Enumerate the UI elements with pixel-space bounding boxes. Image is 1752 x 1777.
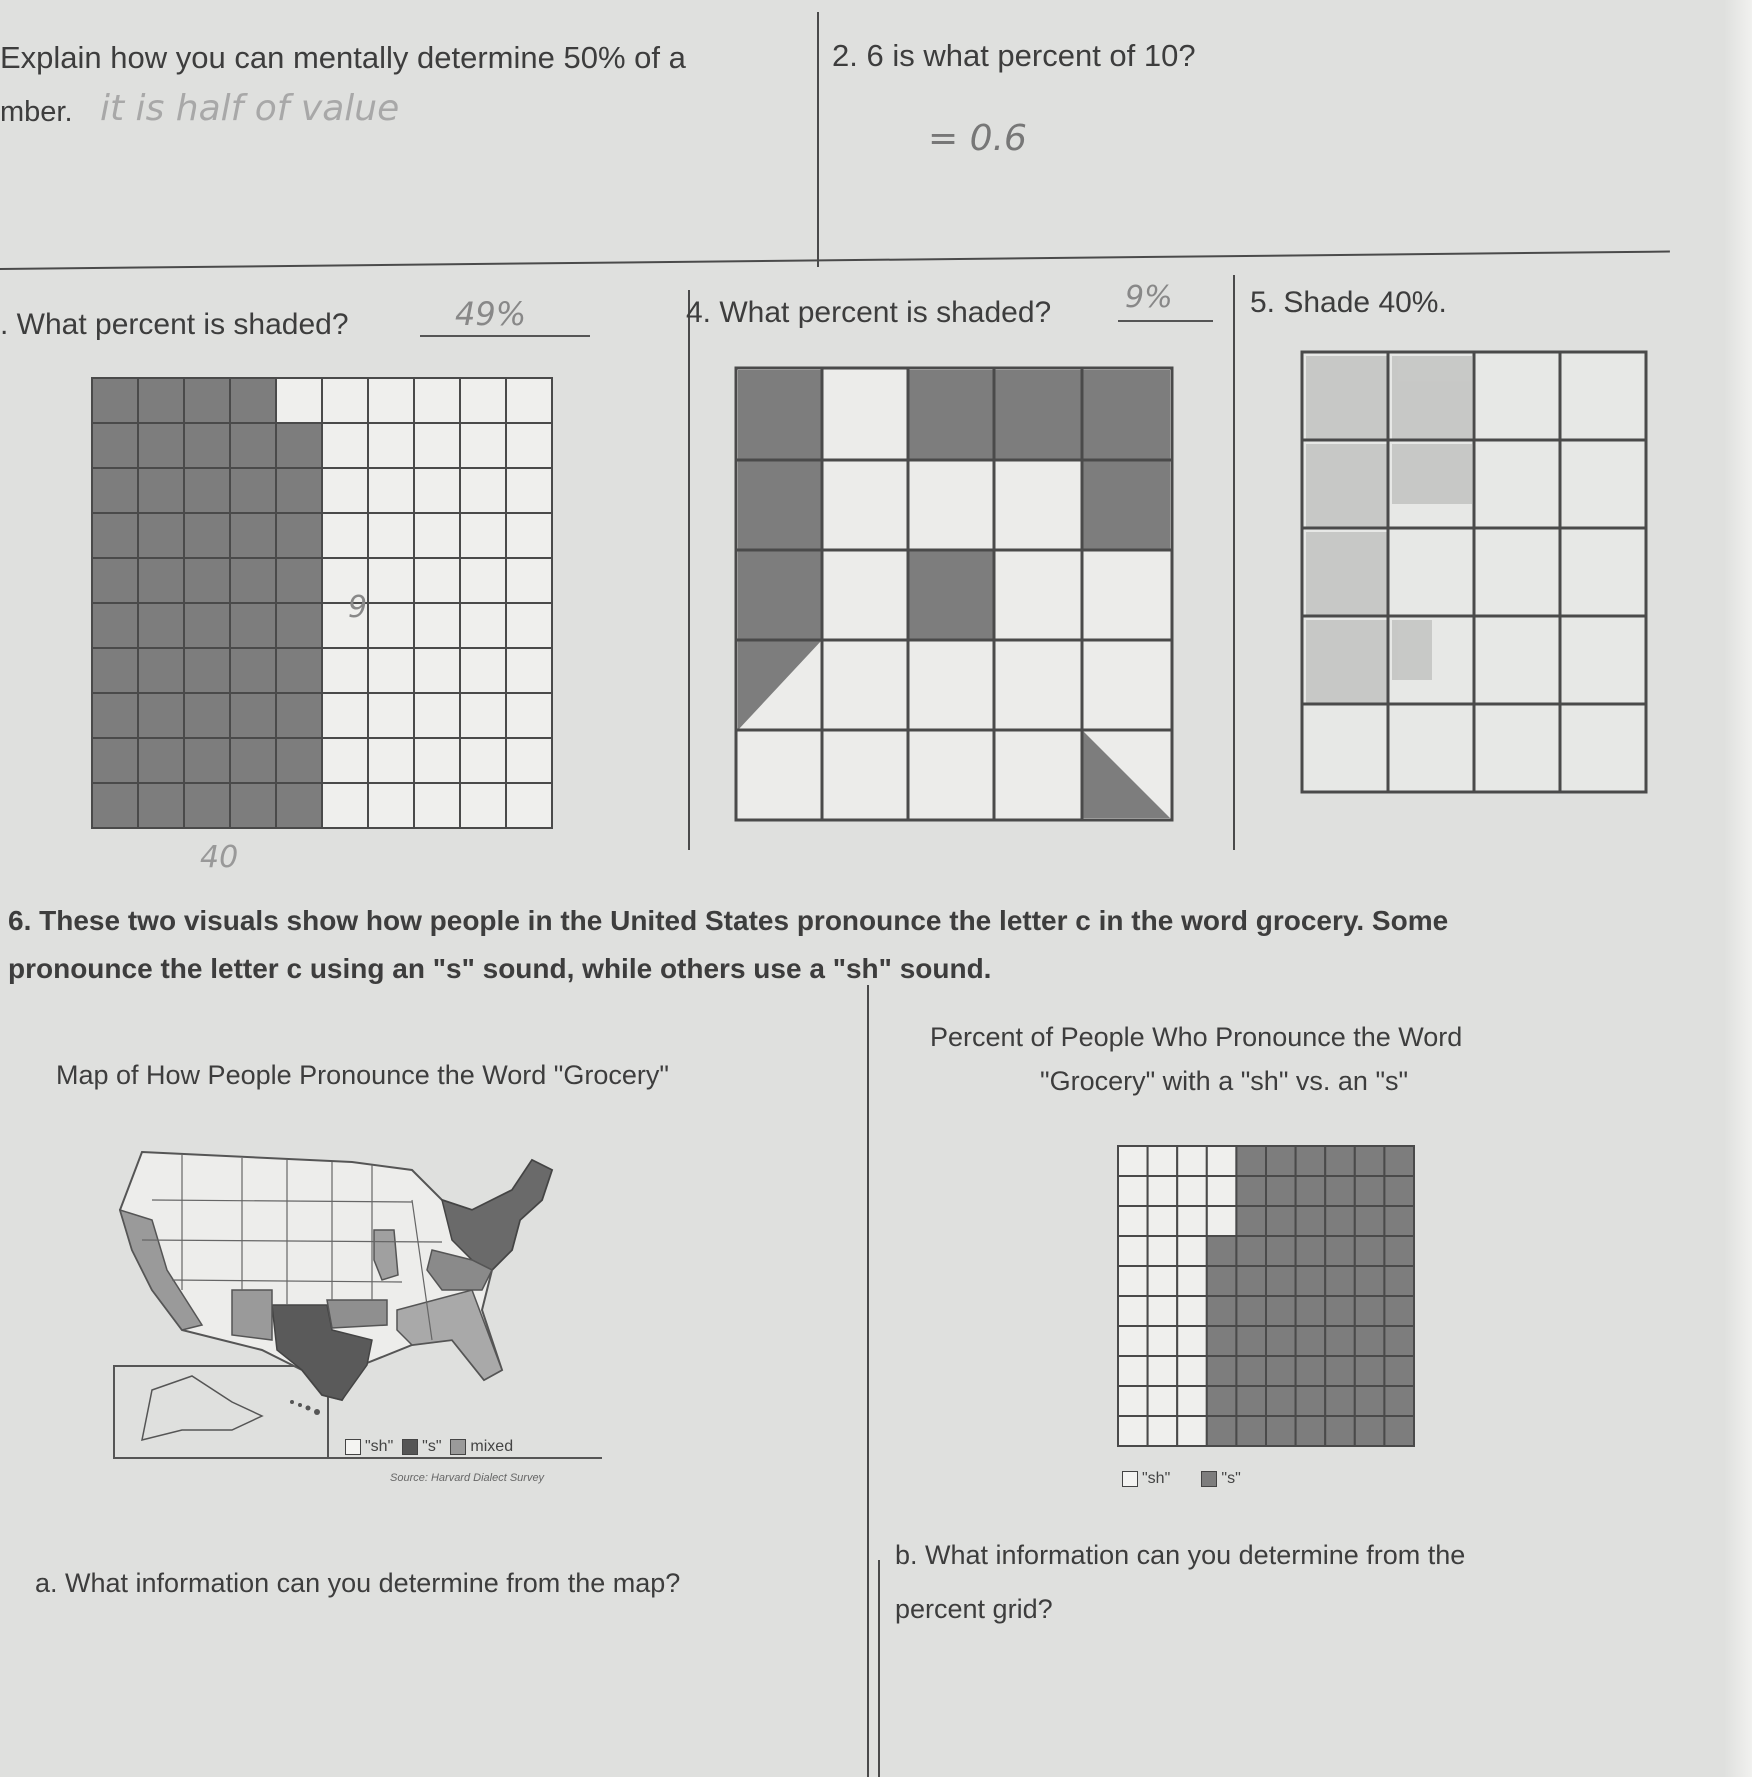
grid-cell — [230, 558, 276, 603]
grid-cell — [1384, 1416, 1414, 1446]
grid-cell — [460, 693, 506, 738]
grid-cell — [1296, 1206, 1326, 1236]
grid-cell — [1266, 1296, 1296, 1326]
grid-cell — [1177, 1236, 1207, 1266]
grid-cell — [138, 423, 184, 468]
grid-cell — [1148, 1266, 1178, 1296]
grid-cell — [1325, 1416, 1355, 1446]
divider-map-grid — [867, 985, 869, 1777]
grid-cell — [1355, 1146, 1385, 1176]
map-legend-sh: "sh" — [365, 1438, 394, 1455]
grid-cell — [322, 513, 368, 558]
grid-cell — [1207, 1176, 1237, 1206]
grid-cell — [1118, 1416, 1148, 1446]
grid-cell — [1325, 1386, 1355, 1416]
q5-prompt: 5. Shade 40%. — [1250, 286, 1447, 319]
grid-cell — [506, 603, 552, 648]
grid-cell — [1236, 1356, 1266, 1386]
grid-cell — [138, 378, 184, 423]
grid-cell — [1355, 1266, 1385, 1296]
q4-answer-blank — [1118, 320, 1213, 322]
grid-cell — [1296, 1356, 1326, 1386]
grid-cell — [1384, 1326, 1414, 1356]
grid-cell — [184, 693, 230, 738]
grid-cell — [230, 648, 276, 693]
grid-cell — [1177, 1326, 1207, 1356]
grid-cell — [138, 648, 184, 693]
map-title: Map of How People Pronounce the Word "Grocery" — [56, 1060, 669, 1090]
grid-cell — [1296, 1236, 1326, 1266]
grid-cell — [276, 783, 322, 828]
q3-handwritten-answer: 49% — [455, 295, 527, 333]
pg-legend-swatch-sh — [1122, 1471, 1138, 1487]
grid-cell — [1355, 1176, 1385, 1206]
grid-cell — [1207, 1386, 1237, 1416]
grid-cell — [92, 738, 138, 783]
grid-cell — [1148, 1236, 1178, 1266]
grid-cell — [460, 513, 506, 558]
percent-grid-title-line1: Percent of People Who Pronounce the Word — [930, 1022, 1463, 1052]
grid-cell — [1118, 1206, 1148, 1236]
grid-cell — [1118, 1266, 1148, 1296]
grid-cell — [92, 783, 138, 828]
grid-cell — [460, 378, 506, 423]
grid-cell — [1118, 1296, 1148, 1326]
grid-cell — [1355, 1296, 1385, 1326]
q1-handwritten-answer: it is half of value — [100, 88, 400, 129]
grid-cell — [1384, 1356, 1414, 1386]
q6-prompt-line2: pronounce the letter c using an "s" sound, while others use a "sh" sound. — [8, 953, 992, 984]
grid-cell — [1236, 1146, 1266, 1176]
grid-cell — [184, 738, 230, 783]
grid-cell — [368, 558, 414, 603]
grid-cell — [1118, 1176, 1148, 1206]
grid-cell — [1325, 1356, 1355, 1386]
grid-cell — [1236, 1176, 1266, 1206]
grid-cell — [184, 513, 230, 558]
grid-cell — [1266, 1416, 1296, 1446]
grid-cell — [1384, 1386, 1414, 1416]
grid-cell — [138, 738, 184, 783]
grid-cell — [322, 648, 368, 693]
grid-cell — [230, 423, 276, 468]
grid-cell — [184, 783, 230, 828]
grid-cell — [1296, 1266, 1326, 1296]
grid-cell — [1118, 1236, 1148, 1266]
grid-cell — [1148, 1146, 1178, 1176]
grid-cell — [230, 378, 276, 423]
grid-cell — [368, 783, 414, 828]
map-legend — [345, 1438, 513, 1456]
grid-cell — [230, 693, 276, 738]
grid-cell — [1384, 1206, 1414, 1236]
qb-prompt-line1: b. What information can you determine from the — [895, 1540, 1466, 1570]
grid-cell — [1355, 1416, 1385, 1446]
grid-cell — [1384, 1296, 1414, 1326]
q5-grid — [1302, 352, 1646, 792]
grid-cell — [184, 378, 230, 423]
grid-cell — [1296, 1146, 1326, 1176]
grid-cell — [414, 423, 460, 468]
grid-cell — [460, 603, 506, 648]
q4-grid — [736, 368, 1172, 820]
q3-prompt: . What percent is shaded? — [0, 308, 349, 341]
top-divider-vertical — [817, 12, 819, 267]
grid-cell — [1384, 1176, 1414, 1206]
pg-legend-sh: "sh" — [1142, 1470, 1171, 1487]
q3-note-forty: 40 — [200, 840, 239, 875]
q1-prompt-line1: Explain how you can mentally determine 50% of a — [0, 40, 686, 75]
grid-cell — [92, 468, 138, 513]
q2-handwritten-answer: = 0.6 — [928, 118, 1027, 159]
grid-cell — [322, 738, 368, 783]
grid-cell — [1296, 1326, 1326, 1356]
grid-cell — [1266, 1356, 1296, 1386]
grid-cell — [1325, 1206, 1355, 1236]
grid-cell — [506, 513, 552, 558]
grid-cell — [368, 648, 414, 693]
grid-cell — [276, 558, 322, 603]
grid-cell — [1148, 1326, 1178, 1356]
grid-cell — [1177, 1416, 1207, 1446]
grid-cell — [1266, 1176, 1296, 1206]
grid-cell — [184, 648, 230, 693]
grid-cell — [92, 513, 138, 558]
grid-cell — [1236, 1266, 1266, 1296]
grid-cell — [368, 603, 414, 648]
grid-cell — [1355, 1206, 1385, 1236]
grid-cell — [1266, 1266, 1296, 1296]
grid-cell — [138, 783, 184, 828]
percent-hundred-grid — [1118, 1146, 1418, 1452]
q4-prompt: 4. What percent is shaded? — [686, 296, 1052, 329]
grid-cell — [184, 603, 230, 648]
pg-legend-s: "s" — [1221, 1470, 1241, 1487]
grid-cell — [184, 558, 230, 603]
grid-cell — [506, 468, 552, 513]
grid-cell — [460, 783, 506, 828]
grid-cell — [138, 693, 184, 738]
grid-cell — [1236, 1236, 1266, 1266]
divider-q3-q4 — [688, 290, 690, 850]
grid-cell — [1118, 1356, 1148, 1386]
grid-cell — [1355, 1356, 1385, 1386]
grid-cell — [184, 423, 230, 468]
grid-cell — [506, 738, 552, 783]
grid-cell — [276, 648, 322, 693]
grid-cell — [1148, 1296, 1178, 1326]
grid-cell — [92, 558, 138, 603]
grid-cell — [414, 513, 460, 558]
grid-cell — [1236, 1296, 1266, 1326]
grid-cell — [368, 513, 414, 558]
qb-prompt-line2: percent grid? — [895, 1594, 1053, 1624]
grid-cell — [1207, 1416, 1237, 1446]
q1-prompt-line2: mber. — [0, 96, 73, 128]
grid-cell — [1325, 1326, 1355, 1356]
grid-cell — [276, 423, 322, 468]
grid-cell — [230, 738, 276, 783]
grid-cell — [1177, 1356, 1207, 1386]
grid-cell — [368, 378, 414, 423]
grid-cell — [230, 513, 276, 558]
grid-cell — [1207, 1206, 1237, 1236]
grid-cell — [184, 468, 230, 513]
grid-cell — [368, 468, 414, 513]
grid-cell — [230, 783, 276, 828]
grid-cell — [506, 423, 552, 468]
grid-cell — [230, 603, 276, 648]
grid-cell — [1207, 1356, 1237, 1386]
grid-cell — [322, 468, 368, 513]
grid-cell — [1266, 1386, 1296, 1416]
grid-cell — [460, 468, 506, 513]
grid-cell — [414, 693, 460, 738]
grid-cell — [1118, 1386, 1148, 1416]
percent-grid-title-line2: "Grocery" with a "sh" vs. an "s" — [1040, 1066, 1409, 1096]
grid-cell — [1296, 1416, 1326, 1446]
grid-cell — [506, 693, 552, 738]
grid-cell — [1266, 1206, 1296, 1236]
grid-cell — [1384, 1266, 1414, 1296]
grid-cell — [1148, 1206, 1178, 1236]
grid-cell — [414, 378, 460, 423]
grid-cell — [276, 468, 322, 513]
grid-cell — [1236, 1416, 1266, 1446]
grid-cell — [1296, 1386, 1326, 1416]
q6-prompt-line1: 6. These two visuals show how people in the United States pronounce the letter c in the word grocery. Some — [8, 905, 1449, 936]
grid-cell — [1384, 1146, 1414, 1176]
grid-cell — [138, 558, 184, 603]
divider-qa-qb — [878, 1560, 880, 1777]
grid-cell — [1266, 1326, 1296, 1356]
q3-hundred-grid — [92, 378, 562, 838]
grid-cell — [368, 423, 414, 468]
grid-cell — [506, 378, 552, 423]
grid-cell — [92, 693, 138, 738]
grid-cell — [1325, 1266, 1355, 1296]
grid-cell — [414, 738, 460, 783]
grid-cell — [1207, 1236, 1237, 1266]
grid-cell — [1325, 1176, 1355, 1206]
legend-swatch-s — [402, 1439, 418, 1455]
grid-cell — [1236, 1386, 1266, 1416]
grid-cell — [322, 783, 368, 828]
pg-legend-swatch-s — [1201, 1471, 1217, 1487]
grid-cell — [460, 423, 506, 468]
grid-cell — [414, 603, 460, 648]
grid-cell — [1296, 1176, 1326, 1206]
grid-cell — [1148, 1356, 1178, 1386]
divider-q4-q5 — [1233, 275, 1235, 850]
grid-cell — [414, 468, 460, 513]
grid-cell — [414, 648, 460, 693]
grid-cell — [1148, 1176, 1178, 1206]
grid-cell — [1177, 1266, 1207, 1296]
grid-cell — [92, 648, 138, 693]
grid-cell — [1118, 1146, 1148, 1176]
grid-cell — [1355, 1236, 1385, 1266]
grid-cell — [322, 378, 368, 423]
grid-cell — [1325, 1236, 1355, 1266]
percent-grid-legend — [1122, 1470, 1241, 1488]
grid-cell — [276, 738, 322, 783]
grid-cell — [1177, 1206, 1207, 1236]
paper-edge — [1724, 0, 1752, 1777]
grid-cell — [92, 423, 138, 468]
grid-cell — [1177, 1296, 1207, 1326]
grid-cell — [1296, 1296, 1326, 1326]
grid-cell — [1266, 1236, 1296, 1266]
q4-handwritten-answer: 9% — [1125, 280, 1173, 315]
grid-cell — [230, 468, 276, 513]
grid-cell — [1384, 1236, 1414, 1266]
us-pronunciation-map — [112, 1140, 612, 1470]
q3-answer-blank — [420, 335, 590, 337]
grid-cell — [276, 513, 322, 558]
grid-cell — [1236, 1326, 1266, 1356]
grid-cell — [322, 423, 368, 468]
grid-cell — [1325, 1146, 1355, 1176]
grid-cell — [1325, 1296, 1355, 1326]
legend-swatch-sh — [345, 1439, 361, 1455]
grid-cell — [276, 378, 322, 423]
qa-prompt: a. What information can you determine from the map? — [35, 1568, 681, 1598]
grid-cell — [1177, 1176, 1207, 1206]
grid-cell — [414, 783, 460, 828]
grid-cell — [322, 693, 368, 738]
grid-cell — [276, 603, 322, 648]
grid-cell — [138, 513, 184, 558]
grid-cell — [138, 603, 184, 648]
map-source: Source: Harvard Dialect Survey — [390, 1472, 545, 1484]
grid-cell — [138, 468, 184, 513]
grid-cell — [1355, 1326, 1385, 1356]
grid-cell — [460, 648, 506, 693]
grid-cell — [1118, 1326, 1148, 1356]
grid-cell — [1207, 1266, 1237, 1296]
grid-cell — [1148, 1386, 1178, 1416]
grid-cell — [1236, 1206, 1266, 1236]
map-legend-mixed: mixed — [470, 1438, 514, 1455]
grid-cell — [506, 783, 552, 828]
grid-cell — [276, 693, 322, 738]
grid-cell — [506, 558, 552, 603]
grid-cell — [1266, 1146, 1296, 1176]
grid-cell — [460, 558, 506, 603]
grid-cell — [92, 378, 138, 423]
grid-cell — [506, 648, 552, 693]
grid-cell — [1207, 1296, 1237, 1326]
grid-cell — [1177, 1386, 1207, 1416]
legend-swatch-mixed — [450, 1439, 466, 1455]
top-divider-horizontal — [0, 251, 1670, 270]
grid-cell — [368, 738, 414, 783]
grid-cell — [92, 603, 138, 648]
map-legend-s: "s" — [422, 1438, 442, 1455]
grid-cell — [368, 693, 414, 738]
grid-cell — [1177, 1146, 1207, 1176]
grid-cell — [1148, 1416, 1178, 1446]
q2-prompt: 2. 6 is what percent of 10? — [832, 38, 1196, 73]
grid-cell — [414, 558, 460, 603]
q3-note-nine: 9 — [348, 590, 368, 625]
grid-cell — [1355, 1386, 1385, 1416]
grid-cell — [1207, 1326, 1237, 1356]
grid-cell — [1207, 1146, 1237, 1176]
grid-cell — [460, 738, 506, 783]
